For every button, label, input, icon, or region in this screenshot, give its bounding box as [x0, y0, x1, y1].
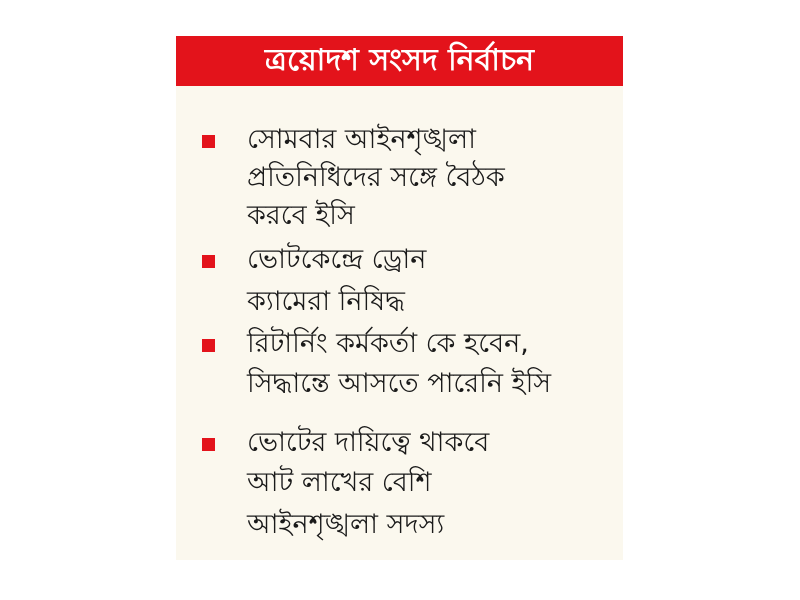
list-item-text: রিটার্নিং কর্মকর্তা কে হবেন, [247, 328, 529, 359]
list-item-text: প্রতিনিধিদের সঙ্গে বৈঠক [247, 162, 505, 193]
list-item-text: ভোটের দায়িত্বে থাকবে [247, 427, 490, 458]
list-item-text: সিদ্ধান্তে আসতে পারেনি ইসি [247, 368, 552, 399]
news-infobox [176, 36, 623, 560]
bullet-square-icon [202, 135, 215, 148]
bullet-square-icon [202, 339, 215, 352]
list-item-text: করবে ইসি [247, 200, 355, 231]
list-item-text: আট লাখের বেশি [247, 467, 432, 498]
infobox-title: ত্রয়োদশ সংসদ নির্বাচন [264, 43, 535, 78]
list-item-text: সোমবার আইনশৃঙ্খলা [247, 124, 476, 155]
list-item-text: ভোটকেন্দ্রে ড্রোন [247, 244, 427, 275]
bullet-square-icon [202, 255, 215, 268]
list-item-text: আইনশৃঙ্খলা সদস্য [247, 509, 445, 540]
infobox-header [176, 36, 623, 86]
list-item-text: ক্যামেরা নিষিদ্ধ [247, 286, 405, 317]
bullet-square-icon [202, 438, 215, 451]
